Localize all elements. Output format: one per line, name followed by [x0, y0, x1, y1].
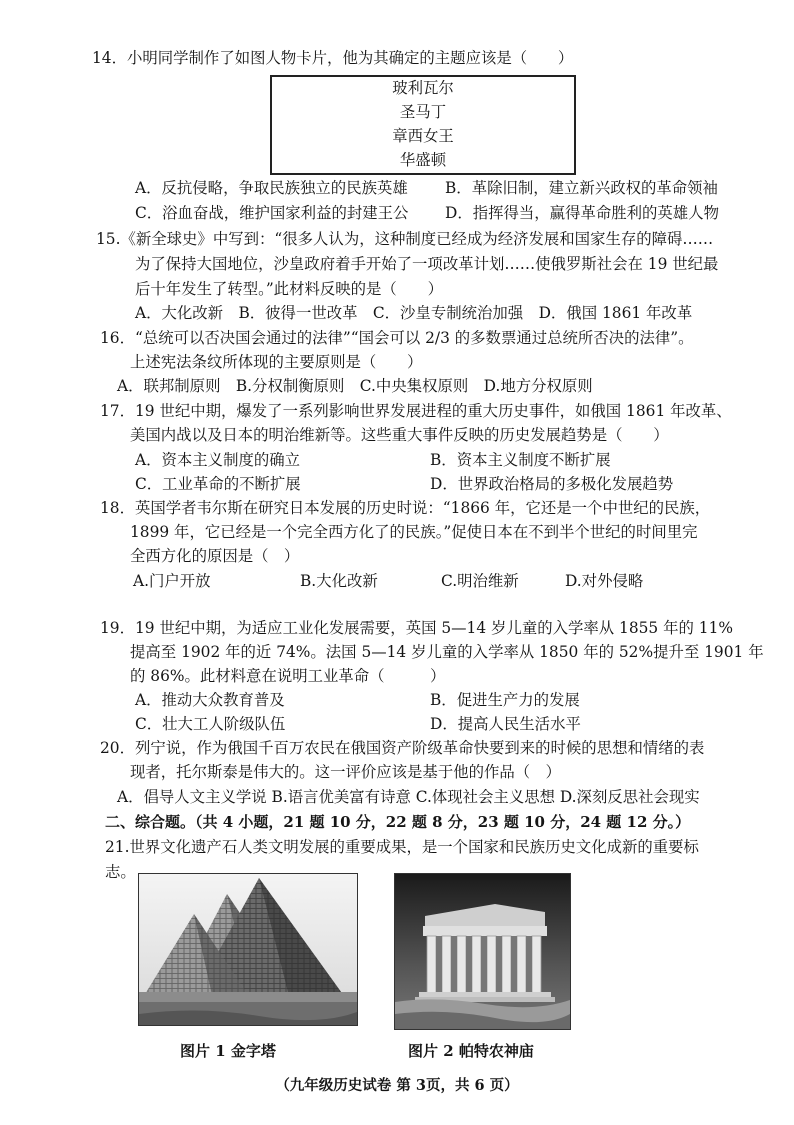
card-name: 圣马丁: [399, 103, 447, 121]
q20-options: A．倡导人文主义学说 B.语言优美富有诗意 C.体现社会主义思想 D.深刻反思社会现实: [117, 788, 700, 806]
pyramids-caption: 图片 1 金字塔: [180, 1042, 276, 1060]
q14-option-d: D．指挥得当，赢得革命胜利的英雄人物: [445, 204, 719, 222]
q15-line3: 后十年发生了转型。”此材料反映的是（ ）: [135, 280, 443, 298]
q17-option-b: B．资本主义制度不断扩展: [430, 451, 611, 469]
parthenon-caption: 图片 2 帕特农神庙: [408, 1042, 534, 1060]
q16-options: A．联邦制原则 B.分权制衡原则 C.中央集权原则 D.地方分权原则: [117, 377, 593, 395]
q18-line3: 全西方化的原因是（ ）: [130, 547, 300, 565]
q18-option-c: C.明治维新: [441, 572, 519, 590]
q19-option-d: D．提高人民生活水平: [430, 715, 581, 733]
q18-option-a: A.门户开放: [133, 572, 211, 590]
q19-line3: 的 86%。此材料意在说明工业革命（: [130, 667, 385, 685]
q19-option-c: C．壮大工人阶级队伍: [135, 715, 286, 733]
page-footer: （九年级历史试卷 第 3页，共 6 页）: [275, 1077, 519, 1094]
q19-line3-bracket: ）: [430, 667, 446, 685]
q15-line1: 15.《新全球史》中写到：“很多人认为，这种制度已经成为经济发展和国家生存的障碍……: [96, 230, 714, 248]
q17-option-d: D．世界政治格局的多极化发展趋势: [430, 475, 674, 493]
q18-option-d: D.对外侵略: [565, 572, 644, 590]
q17-line2: 美国内战以及日本的明治维新等。这些重大事件反映的历史发展趋势是（ ）: [130, 426, 669, 444]
q20-line2: 现者，托尔斯泰是伟大的。这一评价应该是基于他的作品（ ）: [130, 763, 561, 781]
q19-option-b: B．促进生产力的发展: [430, 691, 580, 709]
q19-option-a: A．推动大众教育普及: [135, 691, 285, 709]
q21-line2: 志。: [105, 863, 136, 881]
q18-option-b: B.大化改新: [300, 572, 378, 590]
q18-line1: 18．英国学者韦尔斯在研究日本发展的历史时说：“1866 年，它还是一个中世纪的民族，: [100, 499, 711, 517]
card-name: 华盛顿: [399, 151, 447, 169]
q18-line2: 1899 年，它已经是一个完全西方化了的民族。”促使日本在不到半个世纪的时间里完: [130, 523, 698, 541]
q17-option-a: A．资本主义制度的确立: [135, 451, 301, 469]
card-name: 章西女王: [392, 127, 454, 145]
pyramids-photo: [138, 873, 358, 1026]
q14-option-b: B．革除旧制，建立新兴政权的革命领袖: [445, 179, 718, 197]
q16-line2: 上述宪法条纹所体现的主要原则是（ ）: [130, 353, 423, 371]
q19-line2: 提高至 1902 年的近 74%。法国 5—14 岁儿童的入学率从 1850 年的 52%提升至 1901 年: [130, 643, 764, 661]
q14-stem: 14．小明同学制作了如图人物卡片，他为其确定的主题应该是（ ）: [92, 49, 574, 67]
q16-line1: 16．“总统可以否决国会通过的法律”“国会可以 2/3 的多数票通过总统所否决的法律”。: [100, 329, 694, 347]
q17-line1: 17．19 世纪中期，爆发了一系列影响世界发展进程的重大历史事件，如俄国 1861 年改革、: [100, 402, 732, 420]
q15-line2: 为了保持大国地位，沙皇政府着手开始了一项改革计划……使俄罗斯社会在 19 世纪最: [135, 255, 719, 273]
q17-option-c: C．工业革命的不断扩展: [135, 475, 301, 493]
card-name: 玻利瓦尔: [392, 79, 454, 97]
person-card: [270, 75, 576, 175]
q14-option-c: C．浴血奋战，维护国家利益的封建王公: [135, 204, 409, 222]
q19-line1: 19．19 世纪中期，为适应工业化发展需要，英国 5—14 岁儿童的入学率从 1855 年的 11%: [100, 619, 733, 637]
q14-option-a: A．反抗侵略，争取民族独立的民族英雄: [135, 179, 408, 197]
q20-line1: 20．列宁说，作为俄国千百万农民在俄国资产阶级革命快要到来的时候的思想和情绪的表: [100, 739, 705, 757]
q15-options: A．大化改新 B．彼得一世改革 C．沙皇专制统治加强 D．俄国 1861 年改革: [135, 304, 693, 322]
q21-line1: 21.世界文化遗产石人类文明发展的重要成果，是一个国家和民族历史文化成新的重要标: [105, 838, 699, 856]
section-two-heading: 二、综合题。（共 4 小题，21 题 10 分，22 题 8 分，23 题 10 分，24 题 12 分。）: [105, 813, 691, 831]
parthenon-photo: [394, 873, 571, 1030]
